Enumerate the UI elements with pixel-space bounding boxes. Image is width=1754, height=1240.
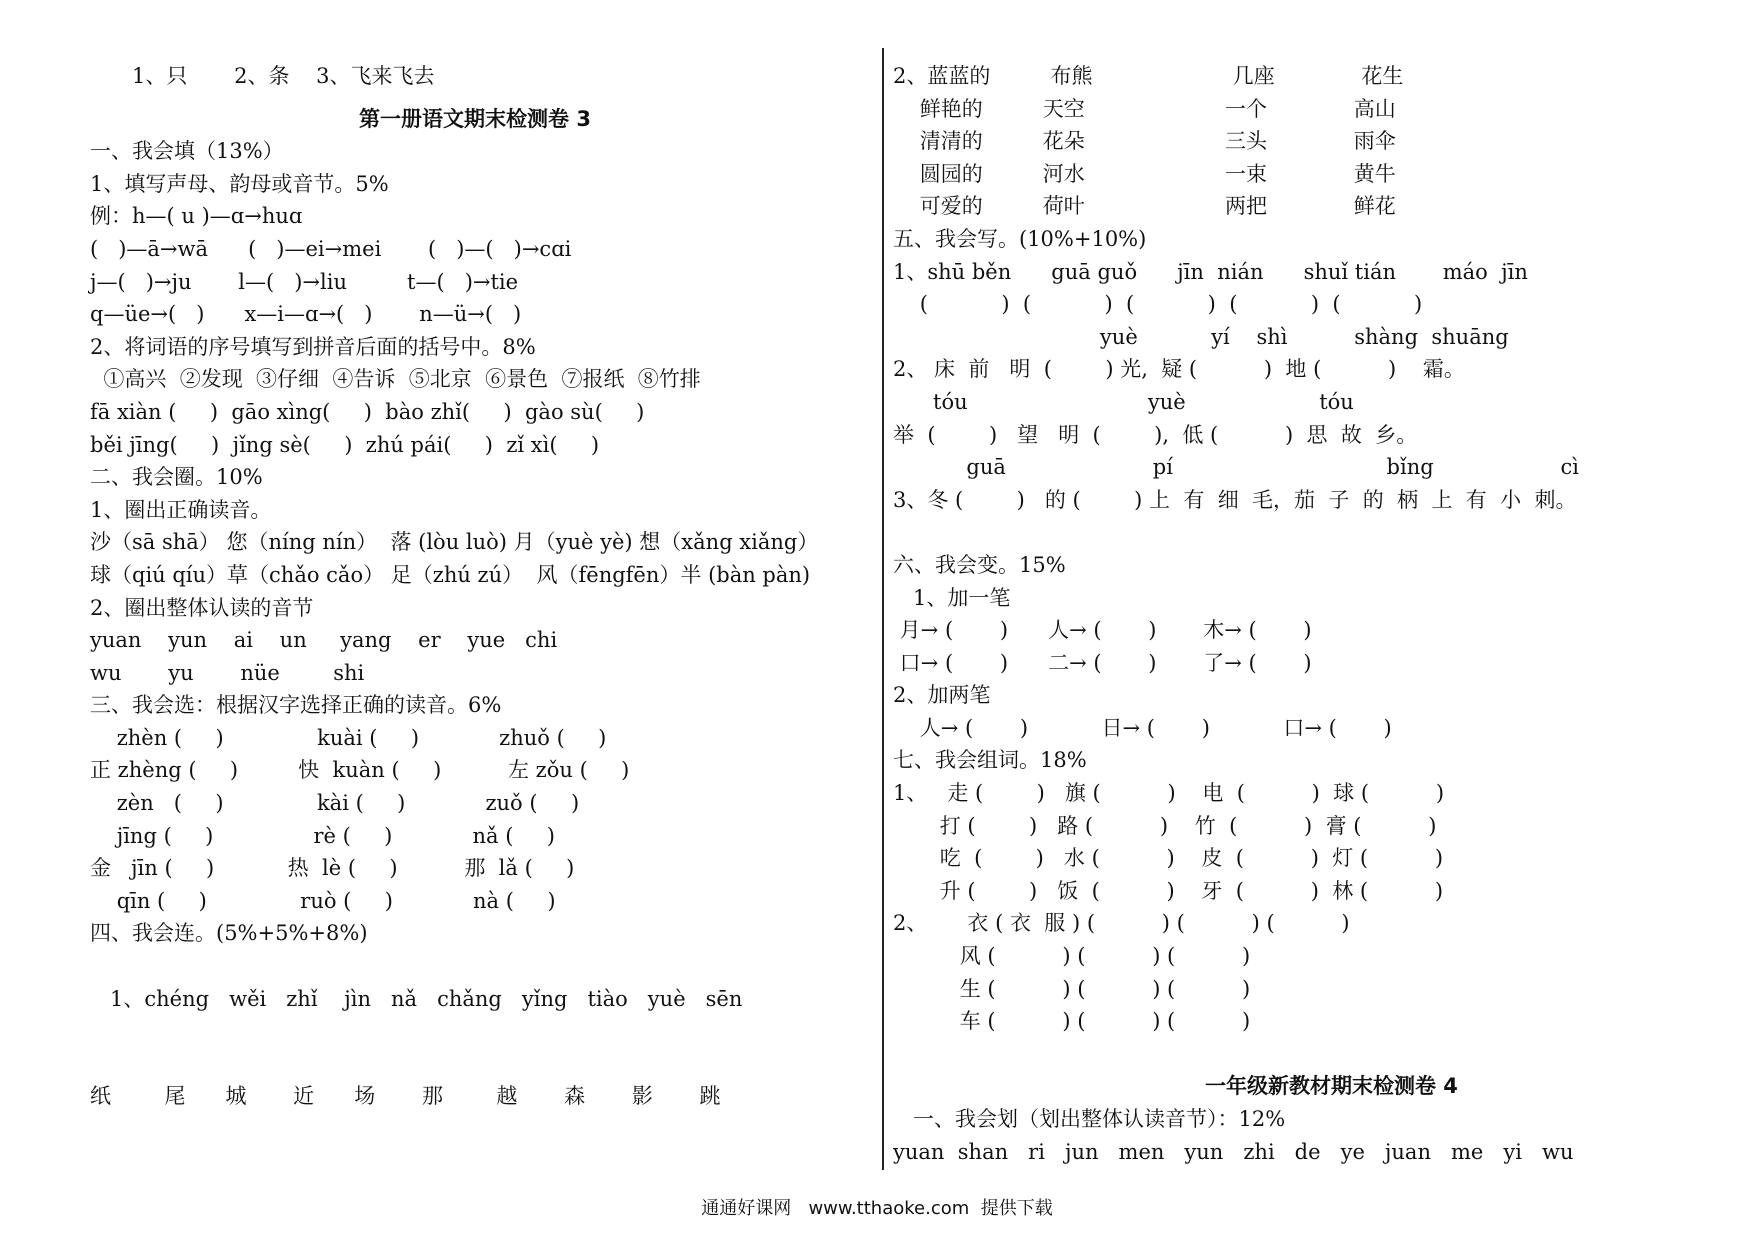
compound-row-4: 车 ( ) ( ) ( ) [893, 1009, 1251, 1034]
word-row-1: 1、 走 ( ) 旗 ( ) 电 ( ) 球 ( ) [893, 781, 1445, 806]
section-5-heading: 五、我会写。(10%+10%) [893, 226, 1147, 251]
section-4-1-heading: 一、我会划（划出整体认读音节）：12% [893, 1107, 1286, 1131]
compound-row-1: 2、 衣 ( 衣 服 ) ( ) ( ) ( ) [893, 911, 1350, 936]
question-2-1: 1、圈出正确读音。 [90, 497, 272, 522]
match-row-2: 鲜艳的 天空 一个 高山 [893, 96, 1396, 121]
section-6-heading: 六、我会变。15% [893, 552, 1066, 577]
connect-hanzi-row: 纸 尾 城 近 场 那 越 森 影 跳 [90, 1084, 721, 1109]
word-row-4: 升 ( ) 饭 ( ) 牙 ( ) 林 ( ) [893, 878, 1444, 903]
syllable-row-2: wu yu nüe shi [90, 660, 365, 685]
section-1-heading: 一、我会填（13%） [90, 139, 284, 164]
add-two-stroke-heading: 2、加两笔 [893, 683, 991, 708]
right-column [893, 60, 1733, 1168]
poem-line-1: 2、 床 前 明 ( ) 光, 疑 ( ) 地 ( ) 霜。 [893, 357, 1465, 382]
connect-pinyin-row: 1、chéng wěi zhǐ jìn nǎ chǎng yǐng tiào yuè sēn [90, 986, 743, 1011]
circle-row-1: 沙（sā shā） 您（níng nín） 落 (lòu luò) 月（yuè yè) 想（xǎng xiǎng） [90, 530, 819, 555]
choose-row-1: zhèn ( ) kuài ( ) zhuǒ ( ) [90, 725, 607, 750]
pinyin-row-2: běi jīng( ) jǐng sè( ) zhú pái( ) zǐ xì( ) [90, 432, 600, 457]
question-2-2: 2、圈出整体认读的音节 [90, 595, 314, 620]
poem-line-2: 举 ( ) 望 明 ( ), 低 ( ) 思 故 乡。 [893, 422, 1418, 447]
choose-row-6: qīn ( ) ruò ( ) nà ( ) [90, 888, 556, 913]
word-options: ①高兴 ②发现 ③仔细 ④告诉 ⑤北京 ⑥景色 ⑦报纸 ⑧竹排 [90, 367, 701, 392]
section-4-heading: 四、我会连。(5%+5%+8%) [90, 921, 368, 946]
choose-row-3: zèn ( ) kài ( ) zuǒ ( ) [90, 791, 580, 816]
compound-row-2: 风 ( ) ( ) ( ) [893, 944, 1251, 969]
word-row-3: 吃 ( ) 水 ( ) 皮 ( ) 灯 ( ) [893, 846, 1444, 871]
fill-row-3: q—üe→( ) x—i—ɑ→( ) n—ü→( ) [90, 302, 522, 327]
write-blank-row: ( ) ( ) ( ) ( ) ( ) [893, 292, 1423, 317]
column-divider [882, 48, 884, 1170]
fill-row-1: ( )—ā→wā ( )—ei→mei ( )—( )→cɑi [90, 236, 572, 261]
word-row-2: 打 ( ) 路 ( ) 竹 ( ) 膏 ( ) [893, 813, 1437, 838]
sentence-pinyin: guā pí bǐng cì [893, 455, 1579, 480]
add-one-row-2: 口→ ( ) 二→ ( ) 了→ ( ) [893, 650, 1312, 675]
write-pinyin-row: 1、shū běn guā guǒ jīn nián shuǐ tián máo jīn [893, 259, 1528, 284]
section-2-heading: 二、我会圈。10% [90, 465, 263, 490]
fill-row-2: j—( )→ju l—( )→liu t—( )→tie [90, 269, 519, 294]
example-line: 例：h—( u )—ɑ→huɑ [90, 204, 303, 229]
add-one-stroke-heading: 1、加一笔 [893, 585, 1011, 610]
choose-row-2: 正 zhèng ( ) 快 kuàn ( ) 左 zǒu ( ) [90, 758, 630, 783]
poem-pinyin-1: yuè yí shì shàng shuāng [893, 324, 1509, 349]
exam-title-3: 第一册语文期末检测卷 3 [359, 106, 591, 131]
poem-pinyin-2: tóu yuè tóu [893, 389, 1354, 414]
add-one-row-1: 月→ ( ) 人→ ( ) 木→ ( ) [893, 618, 1312, 643]
question-1-2: 2、将词语的序号填写到拼音后面的括号中。8% [90, 334, 536, 359]
choose-row-5: 金 jīn ( ) 热 lè ( ) 那 lǎ ( ) [90, 856, 575, 881]
add-two-row: 人→ ( ) 日→ ( ) 口→ ( ) [893, 715, 1392, 740]
syllable-row-1: yuan yun ai un yang er yue chi [90, 628, 558, 653]
match-row-1: 2、蓝蓝的 布熊 几座 花生 [893, 64, 1404, 88]
compound-row-3: 生 ( ) ( ) ( ) [893, 976, 1251, 1001]
exam-title-4: 一年级新教材期末检测卷 4 [1205, 1074, 1458, 1099]
left-column [90, 60, 860, 1113]
sentence-line: 3、冬 ( ) 的 ( ) 上 有 细 毛，茄 子 的 柄 上 有 小 刺。 [893, 487, 1577, 512]
circle-row-2: 球（qiú qíu）草（chǎo cǎo） 足（zhú zú） 风（fēngfēn）半 (bàn pàn) [90, 562, 811, 587]
match-row-5: 可爱的 荷叶 两把 鲜花 [893, 194, 1396, 219]
syllable-row-final: yuan shan ri jun men yun zhi de ye juan me yi wu [893, 1139, 1574, 1164]
pinyin-row-1: fā xiàn ( ) gāo xìng( ) bào zhǐ( ) gào sù( ) [90, 399, 645, 424]
answer-line: 1、只 2、条 3、飞来飞去 [132, 64, 435, 88]
choose-row-4: jīng ( ) rè ( ) nǎ ( ) [90, 823, 555, 848]
match-row-4: 圆园的 河水 一束 黄牛 [893, 161, 1396, 186]
footer-source: 通通好课网 www.tthaoke.com 提供下载 [701, 1198, 1053, 1219]
match-row-3: 清清的 花朵 三头 雨伞 [893, 129, 1396, 154]
section-7-heading: 七、我会组词。18% [893, 748, 1087, 773]
question-1-1: 1、填写声母、韵母或音节。5% [90, 171, 389, 196]
section-3-heading: 三、我会选：根据汉字选择正确的读音。6% [90, 693, 502, 718]
